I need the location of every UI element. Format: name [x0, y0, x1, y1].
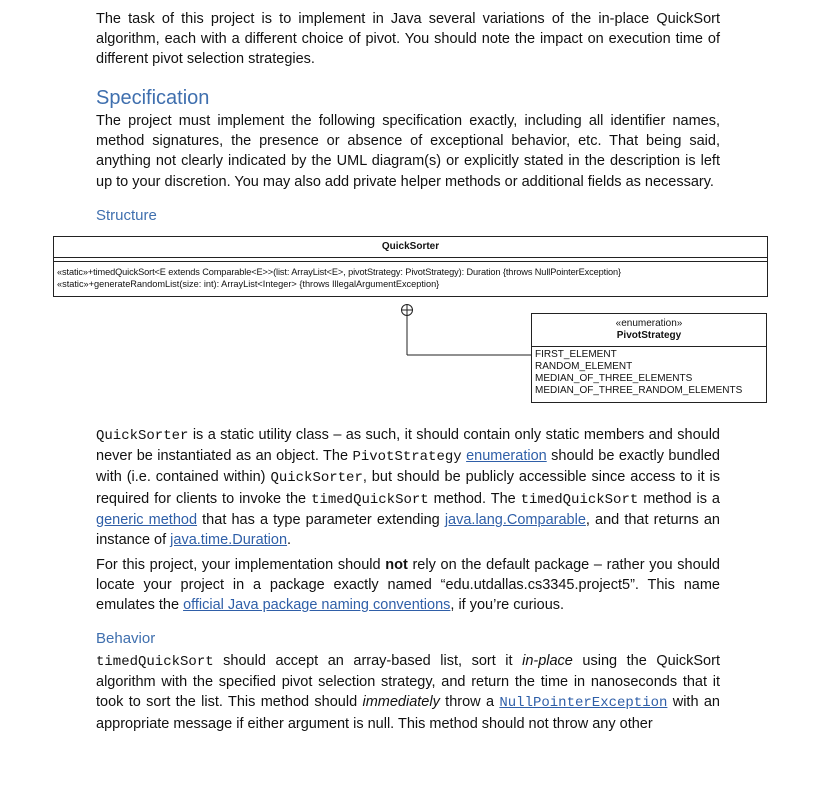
code-timedquicksort-behavior: timedQuickSort — [96, 654, 214, 670]
p1-text-5: method is a — [638, 490, 720, 507]
null-pointer-exception-link[interactable]: NullPointerException — [499, 695, 668, 712]
structure-heading: Structure — [96, 207, 157, 224]
p1-text-3: , but should be publicly accessible since access to it is required for clients to invoke the — [96, 469, 720, 507]
specification-text: The project must implement the following specification exactly, including all identifier names, method signatures, the presence or absence of exceptional behavior, etc. That being said, anything not clearly indicated by the UML diagram(s) or explicitly stated in the description is left up to your discretion. You may also add private helper methods or additional fields as necessary. — [96, 113, 720, 190]
p2-bold-not: not — [385, 557, 408, 573]
behavior-text-2: using the QuickSort algorithm with the specified pivot selection strategy, and return the time in nanoseconds that it took to sort the list. This method should — [96, 653, 720, 711]
p1-text-2: should be exactly bundled with (i.e. contained within) — [96, 448, 720, 486]
p2-text-3: , if you’re curious. — [450, 597, 565, 614]
structure-paragraph-2 — [96, 555, 720, 616]
p2-text-2: rely on the default package – rather you should locate your project in a package exactly named “edu.utdallas.cs3345.project5”. This name emulates the — [96, 557, 720, 614]
structure-paragraph-1 — [96, 425, 720, 550]
p1-text-6: that has a type parameter extending — [197, 511, 445, 528]
uml-enum-value-random: RANDOM_ELEMENT — [535, 361, 633, 372]
uml-containment-connector — [395, 296, 535, 358]
code-pivotstrategy: PivotStrategy — [352, 449, 462, 466]
java-time-duration-link[interactable]: java.time.Duration — [170, 532, 288, 549]
uml-enum-divider — [532, 346, 766, 347]
enumeration-link[interactable]: enumeration — [466, 448, 547, 465]
p1-text-8: . — [287, 532, 292, 549]
p1-text-7: , and that returns an instance of — [96, 511, 720, 549]
code-quicksorter: QuickSorter — [96, 428, 189, 444]
uml-enum-value-median-three-random: MEDIAN_OF_THREE_RANDOM_ELEMENTS — [535, 385, 743, 396]
uml-enum-stereotype: «enumeration» — [615, 318, 683, 329]
uml-enum-value-median-three: MEDIAN_OF_THREE_ELEMENTS — [535, 373, 693, 384]
generic-method-link[interactable]: generic method — [96, 511, 198, 528]
uml-method-timed-quick-sort: «static»+timedQuickSort<E extends Comparable<E>>(list: ArrayList<E>, pivotStrategy: PivotStrategy): Duration {throws NullPointerException} — [57, 267, 622, 277]
intro-paragraph — [96, 9, 720, 70]
uml-enum-pivot-strategy — [531, 313, 767, 403]
behavior-italic-in-place: in-place — [522, 653, 573, 669]
behavior-text-1: should accept an array-based list, sort it — [213, 653, 523, 669]
intro-text: The task of this project is to implement in Java several variations of the in-place QuickSort algorithm, each with a different choice of pivot. You should note the impact on execution time of different pivot selection strategies. — [96, 11, 720, 68]
uml-class-divider — [54, 257, 767, 258]
uml-enum-value-first: FIRST_ELEMENT — [535, 349, 617, 360]
p2-text-1: For this project, your implementation should — [96, 557, 386, 573]
specification-paragraph — [96, 111, 720, 192]
p1-text-1: is a static utility class – as such, it should contain only static members and should never be instantiated as an object. The — [96, 427, 720, 465]
behavior-text-3: throw a — [439, 694, 500, 711]
behavior-heading: Behavior — [96, 630, 156, 647]
behavior-text-4: with an appropriate message if either argument is null. This method should not throw any other — [96, 694, 720, 732]
uml-class-name: QuickSorter — [381, 241, 440, 252]
java-lang-comparable-link[interactable]: java.lang.Comparable — [444, 511, 586, 528]
package-naming-link[interactable]: official Java package naming conventions — [183, 597, 451, 614]
uml-class-divider-2 — [54, 261, 767, 262]
code-timedquicksort: timedQuickSort — [311, 491, 429, 508]
p1-text-4: method. The — [428, 490, 521, 507]
uml-method-generate-random-list: «static»+generateRandomList(size: int): ArrayList<Integer> {throws IllegalArgumentException} — [57, 279, 440, 289]
behavior-paragraph — [96, 651, 720, 734]
code-timedquicksort-2: timedQuickSort — [520, 491, 639, 508]
specification-heading: Specification — [96, 87, 210, 109]
uml-enum-name: PivotStrategy — [616, 330, 682, 341]
behavior-italic-immediately: immediately — [362, 694, 440, 711]
uml-class-quicksorter — [53, 236, 768, 297]
code-quicksorter-2: QuickSorter — [270, 470, 363, 487]
